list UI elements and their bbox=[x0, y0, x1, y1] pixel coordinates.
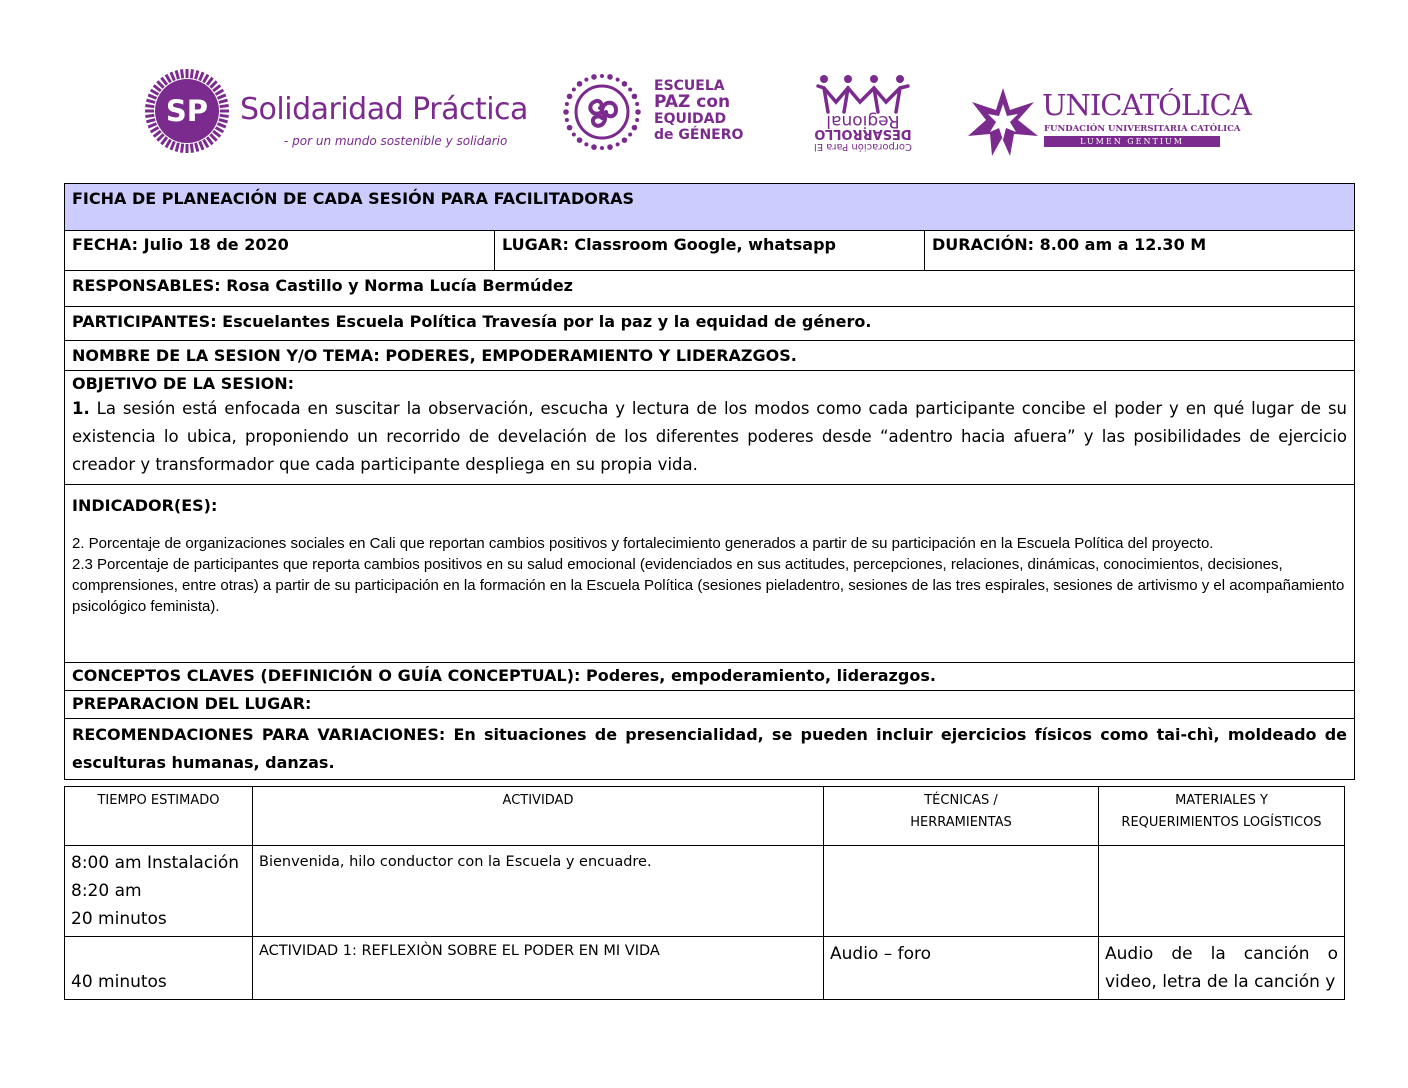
recomendaciones: RECOMENDACIONES PARA VARIACIONES: En situaciones de presencialidad, se pueden incluir ejercicios físicos como tai-chì, moldeado de esculturas humanas, danzas. bbox=[72, 725, 1348, 772]
row-1-actividad: Bienvenida, hilo conductor con la Escuela y encuadre. bbox=[253, 846, 824, 937]
unicatolica-motto: LUMEN GENTIUM bbox=[1044, 136, 1220, 147]
duracion-cell bbox=[925, 231, 1355, 271]
objetivo-text: La sesión está enfocada en suscitar la observación, escucha y lectura de los modos como cada participante concibe el poder y en qué lugar de su existencia lo ubica, proponiendo un recorrido de develación de los diferentes poderes desde “adentro hacia afuera” y las posibilidades de ejercicio creador y transformador que cada participante despliega en su propia vida. bbox=[72, 399, 1348, 474]
preparacion-cell bbox=[65, 691, 1355, 719]
fecha-cell bbox=[65, 231, 495, 271]
sp-initials: SP bbox=[165, 94, 209, 128]
sp-tagline: - por un mundo sostenible y solidario bbox=[284, 134, 508, 148]
objetivo-number: 1. bbox=[72, 399, 90, 418]
lugar-cell bbox=[495, 231, 925, 271]
indicadores-row bbox=[65, 485, 1355, 663]
objetivo-label: OBJETIVO DE LA SESION: bbox=[72, 374, 295, 393]
escuela-paz-logo bbox=[560, 70, 760, 160]
star-icon bbox=[966, 86, 1040, 158]
escuela-line4: de GÉNERO bbox=[654, 127, 744, 143]
escuela-line3: EQUIDAD bbox=[654, 111, 727, 127]
row-2-actividad: ACTIVIDAD 1: REFLEXIÒN SOBRE EL PODER EN MI VIDA bbox=[253, 937, 824, 1000]
unicatolica-logo bbox=[966, 86, 1251, 158]
form-meta-row bbox=[65, 231, 1355, 271]
participantes-label: PARTICIPANTES: bbox=[72, 312, 217, 331]
corp-line3: Regional bbox=[826, 111, 900, 131]
indicadores-label: INDICADOR(ES): bbox=[72, 496, 218, 515]
corp-line2: DESARROLLO bbox=[814, 126, 912, 141]
sp-sunburst-icon bbox=[144, 68, 230, 154]
responsables-row bbox=[65, 271, 1355, 307]
header-tecnicas: TÉCNICAS / HERRAMIENTAS bbox=[824, 787, 1099, 846]
conceptos-row bbox=[65, 663, 1355, 691]
corp-line1: Corporación Para El bbox=[813, 141, 913, 152]
objetivo-cell bbox=[65, 371, 1355, 485]
dancing-figures-icon bbox=[814, 72, 912, 114]
activities-table bbox=[64, 786, 1345, 1000]
row-2-materiales: Audio de la canción o video, letra de la canción y bbox=[1099, 937, 1345, 1000]
preparacion: PREPARACION DEL LUGAR: bbox=[72, 694, 312, 713]
table-row bbox=[65, 937, 1345, 1000]
escuela-line1: ESCUELA bbox=[654, 78, 725, 94]
conceptos-label: CONCEPTOS CLAVES (DEFINICIÓN O GUÍA CONCEPTUAL): bbox=[72, 666, 581, 685]
responsables: RESPONSABLES: Rosa Castillo y Norma Lucía Bermúdez bbox=[72, 276, 573, 295]
duracion: DURACIÓN: 8.00 am a 12.30 M bbox=[932, 235, 1207, 254]
recomendaciones-cell bbox=[65, 719, 1355, 780]
row-1-tecnicas bbox=[824, 846, 1099, 937]
objetivo-row bbox=[65, 371, 1355, 485]
triskelion-icon bbox=[560, 70, 644, 154]
lugar: LUGAR: Classroom Google, whatsapp bbox=[502, 235, 837, 254]
conceptos-value: Poderes, empoderamiento, liderazgos. bbox=[580, 666, 936, 685]
conceptos-cell bbox=[65, 663, 1355, 691]
participantes-row bbox=[65, 307, 1355, 341]
table-row bbox=[65, 846, 1345, 937]
header-tiempo: TIEMPO ESTIMADO bbox=[65, 787, 253, 846]
row-1-tiempo: 8:00 am Instalación 8:20 am 20 minutos bbox=[65, 846, 253, 937]
participantes-value: Escuelantes Escuela Política Travesía por la paz y la equidad de género. bbox=[216, 312, 872, 331]
corporacion-desarrollo-logo bbox=[808, 72, 918, 162]
responsables-cell bbox=[65, 271, 1355, 307]
activities-header-row bbox=[65, 787, 1345, 846]
logo-strip bbox=[0, 0, 1408, 170]
preparacion-row bbox=[65, 691, 1355, 719]
header-actividad: ACTIVIDAD bbox=[253, 787, 824, 846]
solidaridad-practica-logo bbox=[144, 68, 528, 158]
row-1-materiales bbox=[1099, 846, 1345, 937]
planning-form bbox=[64, 183, 1355, 780]
form-header-row bbox=[65, 184, 1355, 231]
sp-name: Solidaridad Práctica bbox=[240, 92, 528, 127]
header-materiales: MATERIALES Y REQUERIMIENTOS LOGÍSTICOS bbox=[1099, 787, 1345, 846]
tema: NOMBRE DE LA SESION Y/O TEMA: PODERES, EMPODERAMIENTO Y LIDERAZGOS. bbox=[72, 346, 797, 365]
tema-row bbox=[65, 341, 1355, 371]
tema-cell bbox=[65, 341, 1355, 371]
unicatolica-sub: FUNDACIÓN UNIVERSITARIA CATÓLICA bbox=[1044, 124, 1241, 134]
indicador-2: 2.3 Porcentaje de participantes que reporta cambios positivos en su salud emocional (evidenciados en sus actitudes, percepciones, relaciones, dinámicas, conocimientos, decisiones, comprensiones, entre otras) a partir de su participación en la formación en la Escuela Política (sesiones pieladentro, sesiones de las tres espirales, sesiones de artivismo y el acompañamiento psicológico feminista). bbox=[72, 556, 1345, 615]
indicador-1: 2. Porcentaje de organizaciones sociales en Cali que reportan cambios positivos y fortalecimiento generados a partir de su participación en la Escuela Política del proyecto. bbox=[72, 535, 1214, 552]
participantes-cell bbox=[65, 307, 1355, 341]
row-2-tiempo: 40 minutos bbox=[65, 937, 253, 1000]
unicatolica-name: UNICATÓLICA bbox=[1042, 88, 1251, 122]
indicadores-cell bbox=[65, 485, 1355, 663]
form-title: FICHA DE PLANEACIÓN DE CADA SESIÓN PARA FACILITADORAS bbox=[65, 184, 1355, 231]
fecha: FECHA: Julio 18 de 2020 bbox=[72, 235, 289, 254]
row-2-tecnicas: Audio – foro bbox=[824, 937, 1099, 1000]
recomendaciones-row bbox=[65, 719, 1355, 780]
escuela-line2: PAZ con bbox=[654, 92, 731, 112]
